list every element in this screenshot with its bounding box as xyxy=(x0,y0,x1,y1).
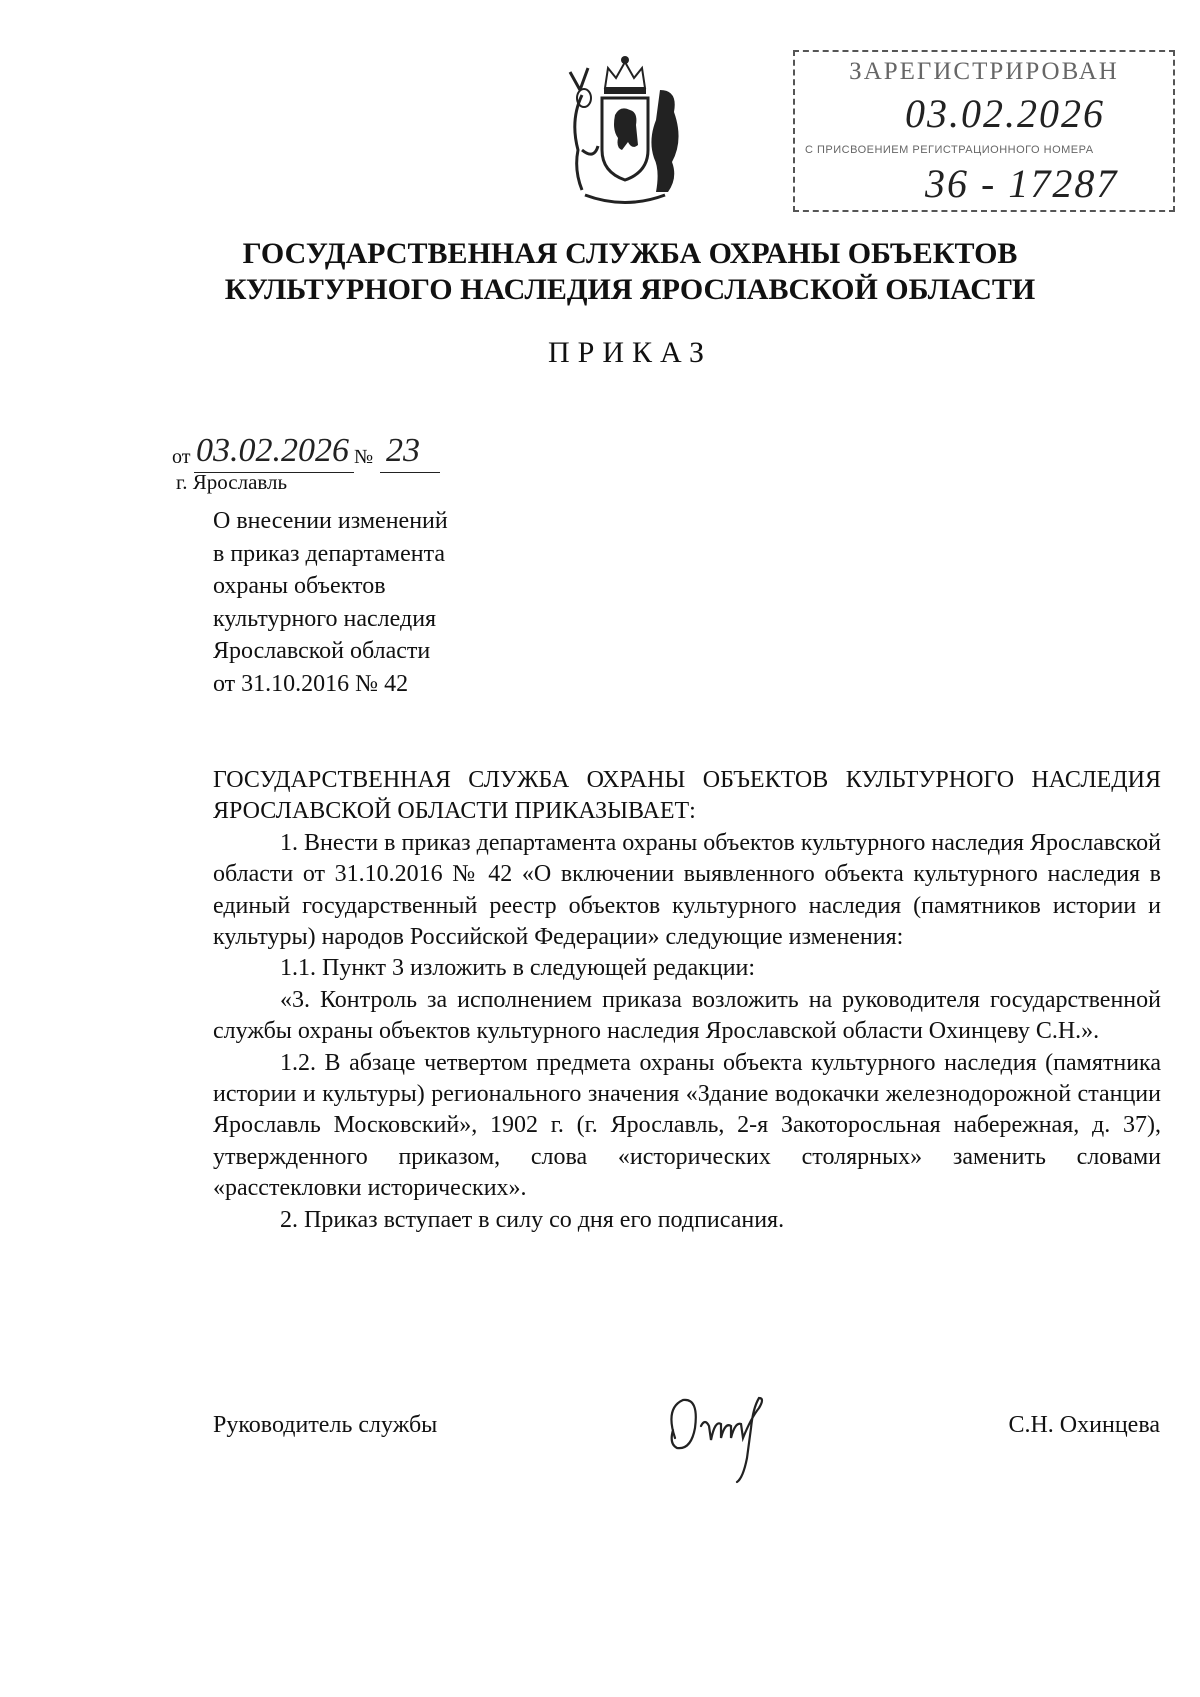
signer-position: Руководитель службы xyxy=(213,1412,438,1438)
preamble: ГОСУДАРСТВЕННАЯ СЛУЖБА ОХРАНЫ ОБЪЕКТОВ КУЛЬТУРНОГО НАСЛЕДИЯ ЯРОСЛАВСКОЙ ОБЛАСТИ ПРИКАЗЫВАЕТ: xyxy=(213,767,1161,825)
header-line-1: ГОСУДАРСТВЕННАЯ СЛУЖБА ОХРАНЫ ОБЪЕКТОВ xyxy=(242,237,1018,270)
subject-line: Ярославской области xyxy=(213,638,431,664)
number-underline xyxy=(380,472,440,473)
document-subject xyxy=(213,505,513,700)
signer-name: С.Н. Охинцева xyxy=(1008,1412,1160,1438)
paragraph-1: 1. Внести в приказ департамента охраны объектов культурного наследия Ярославской области от 31.10.2016 № 42 «О включении выявленного объекта культурного наследия в единый государственный реестр объектов культурного наследия (памятников истории и культуры) народов Российской Федерации» следующие изменения: xyxy=(213,829,1161,951)
subject-line: охраны объектов xyxy=(213,573,386,599)
document-body xyxy=(213,765,1161,1236)
paragraph-1-2: 1.2. В абзаце четвертом предмета охраны объекта культурного наследия (памятника истории и культуры) регионального значения «Здание водокачки железнодорожной станции Ярославль Московский», 1902 г. (г. Ярославль, 2-я Закоторосльная набережная, д. 37), утвержденного приказом, слова «исторических столярных» заменить словами «расстекловки исторических». xyxy=(213,1049,1161,1202)
organization-header xyxy=(180,236,1080,308)
subject-line: от 31.10.2016 № 42 xyxy=(213,670,409,697)
stamp-number: 36 - 17287 xyxy=(925,161,1119,206)
document-number: 23 xyxy=(386,432,420,469)
subject-line: в приказ департамента xyxy=(213,540,446,567)
date-from-label: от xyxy=(172,446,191,468)
paragraph-1-1: 1.1. Пункт 3 изложить в следующей редакции: xyxy=(280,955,756,982)
handwritten-signature xyxy=(655,1378,795,1488)
stamp-subtitle: С ПРИСВОЕНИЕМ РЕГИСТРАЦИОННОГО НОМЕРА xyxy=(805,144,1094,156)
city: г. Ярославль xyxy=(176,470,288,494)
number-label: № xyxy=(354,446,374,468)
document-type: ПРИКАЗ xyxy=(548,336,712,369)
stamp-title: ЗАРЕГИСТРИРОВАН xyxy=(849,58,1119,85)
subject-line: культурного наследия xyxy=(213,605,437,632)
document-date: 03.02.2026 xyxy=(196,432,349,469)
header-line-2: КУЛЬТУРНОГО НАСЛЕДИЯ ЯРОСЛАВСКОЙ ОБЛАСТИ xyxy=(224,273,1036,306)
registration-stamp xyxy=(793,50,1175,212)
paragraph-1-1-text: «3. Контроль за исполнением приказа возложить на руководителя государственной службы охраны объектов культурного наследия Ярославской области Охинцеву С.Н.». xyxy=(213,986,1161,1045)
coat-of-arms-emblem xyxy=(560,50,690,210)
stamp-date: 03.02.2026 xyxy=(905,91,1105,136)
subject-line: О внесении изменений xyxy=(213,508,448,534)
paragraph-2: 2. Приказ вступает в силу со дня его подписания. xyxy=(280,1206,785,1233)
